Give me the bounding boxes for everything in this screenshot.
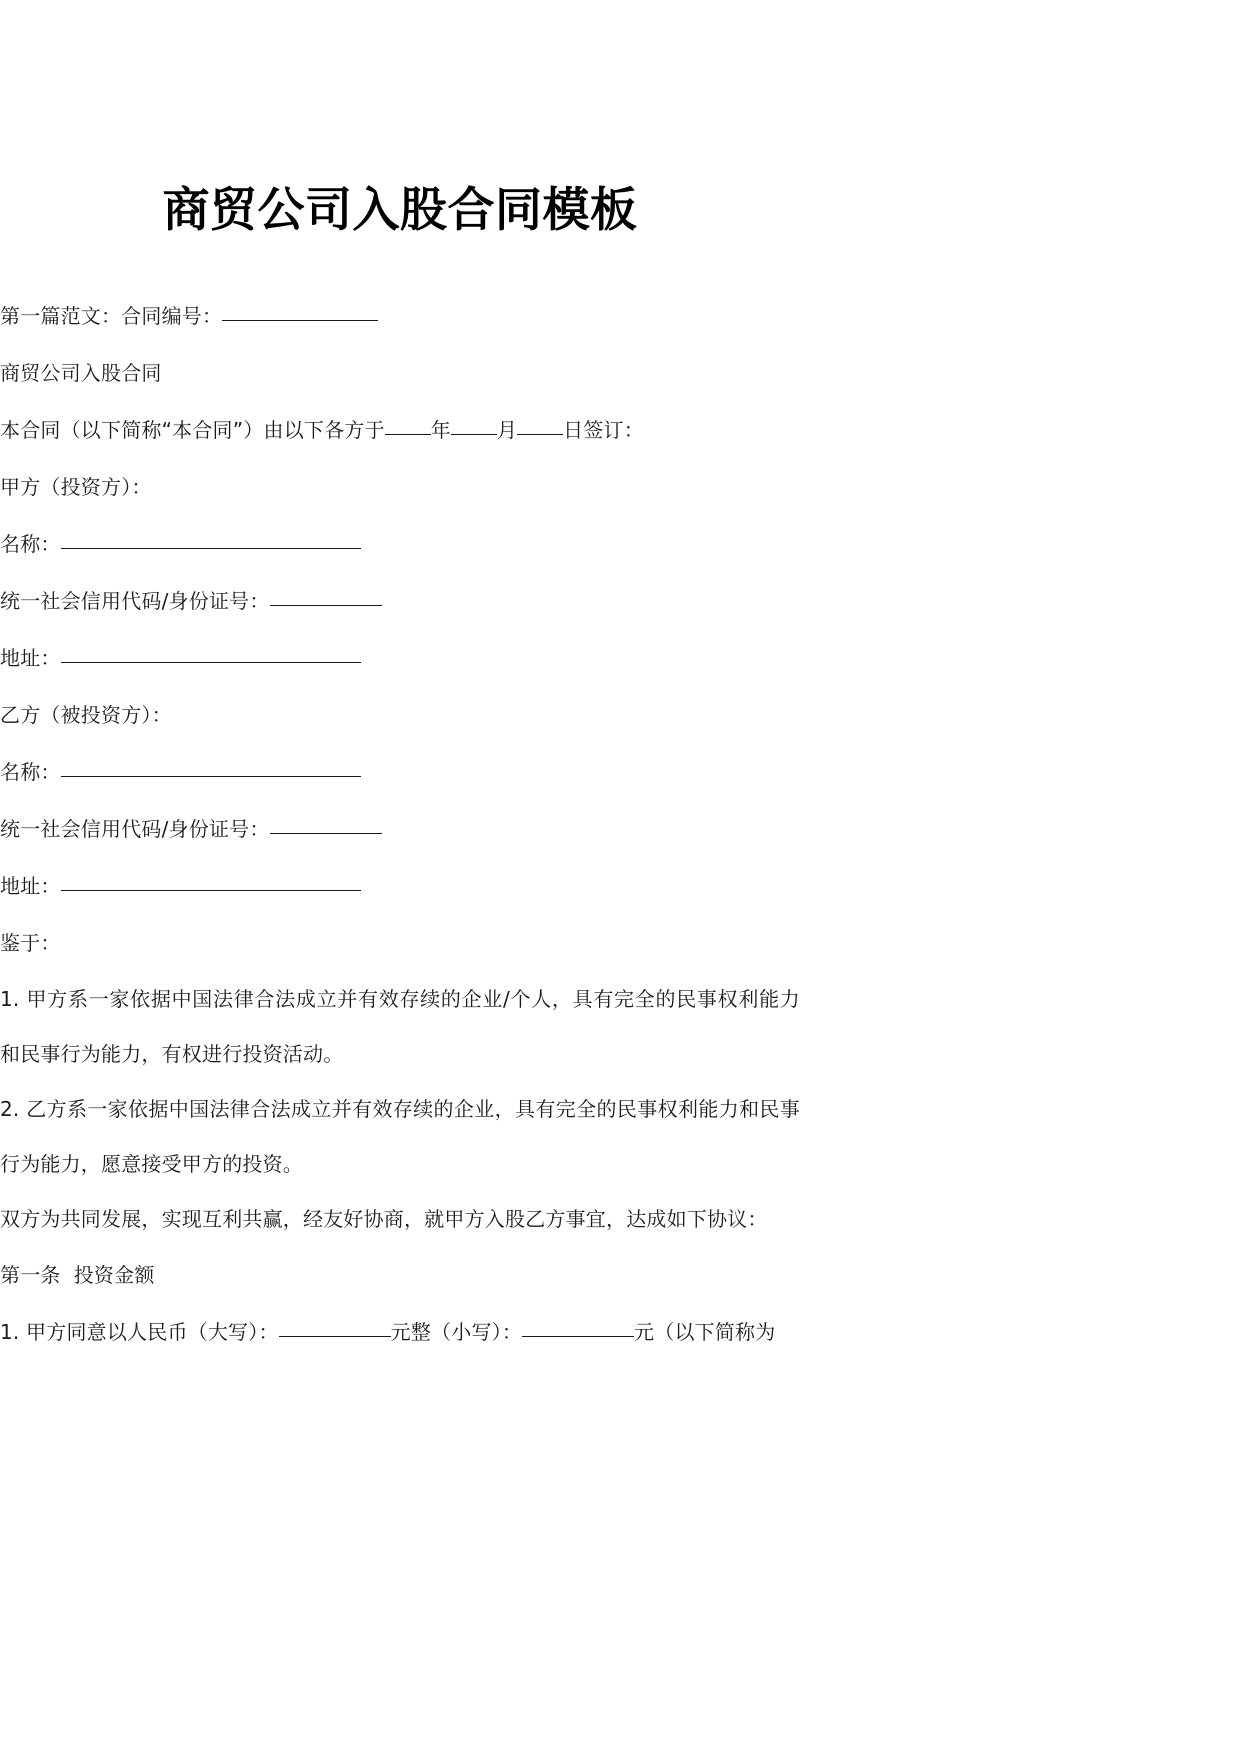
party-a-credit-code-blank[interactable] bbox=[270, 605, 382, 606]
party-b-name-label: 名称： bbox=[0, 760, 61, 784]
party-a-address-label: 地址： bbox=[0, 646, 61, 670]
paragraph-party-a-credit-code bbox=[0, 573, 800, 630]
paragraph-whereas-item-2: 2. 乙方系一家依据中国法律合法成立并有效存续的企业，具有完全的民事权利能力和民事行为能力，愿意接受甲方的投资。 bbox=[0, 1097, 800, 1176]
page-title: 商贸公司入股合同模板 bbox=[162, 183, 638, 238]
party-a-name-label: 名称： bbox=[0, 532, 61, 556]
party-b-credit-code-blank[interactable] bbox=[270, 833, 382, 834]
paragraph-party-b-address bbox=[0, 858, 800, 915]
article-1-item-1-prefix: 1. 甲方同意以人民币（大写）： bbox=[0, 1320, 279, 1344]
party-b-credit-code-label: 统一社会信用代码/身份证号： bbox=[0, 817, 270, 841]
document-body bbox=[0, 288, 800, 1361]
contract-number-label: 第一篇范文：合同编号： bbox=[0, 304, 223, 328]
paragraph-whereas-heading bbox=[0, 915, 800, 972]
signing-day-blank[interactable] bbox=[517, 434, 563, 435]
party-b-address-blank[interactable] bbox=[61, 890, 361, 891]
signing-month-blank[interactable] bbox=[451, 434, 497, 435]
paragraph-agreement-intro: 双方为共同发展，实现互利共赢，经友好协商，就甲方入股乙方事宜，达成如下协议： bbox=[0, 1207, 768, 1231]
contract-number-blank[interactable] bbox=[222, 320, 378, 321]
investment-amount-figures-blank[interactable] bbox=[522, 1336, 634, 1337]
paragraph-signing-date bbox=[0, 402, 800, 459]
paragraph-party-b-heading bbox=[0, 687, 800, 744]
paragraph-party-b-credit-code bbox=[0, 801, 800, 858]
investment-amount-words-blank[interactable] bbox=[279, 1336, 391, 1337]
party-a-heading-text: 甲方（投资方）： bbox=[0, 475, 152, 499]
paragraph-whereas-item-1: 1. 甲方系一家依据中国法律合法成立并有效存续的企业/个人，具有完全的民事权利能力和民事行为能力，有权进行投资活动。 bbox=[0, 987, 800, 1066]
paragraph-article-1-heading: 第一条 投资金额 bbox=[0, 1263, 155, 1287]
paragraph-party-a-name bbox=[0, 516, 800, 573]
party-a-address-blank[interactable] bbox=[61, 662, 361, 663]
paragraph-contract-number bbox=[0, 288, 800, 345]
party-a-credit-code-label: 统一社会信用代码/身份证号： bbox=[0, 589, 270, 613]
party-b-address-label: 地址： bbox=[0, 874, 61, 898]
paragraph-party-b-name bbox=[0, 744, 800, 801]
party-b-heading-text: 乙方（被投资方）： bbox=[0, 703, 172, 727]
signing-year-label: 年 bbox=[430, 418, 451, 442]
paragraph-party-a-address bbox=[0, 630, 800, 687]
paragraph-article-1-item-1 bbox=[0, 1304, 800, 1361]
article-1-item-1-middle: 元整（小写）： bbox=[390, 1320, 523, 1344]
party-b-name-blank[interactable] bbox=[61, 776, 361, 777]
signing-day-label: 日签订： bbox=[563, 418, 644, 442]
paragraph-party-a-heading bbox=[0, 459, 800, 516]
whereas-heading-text: 鉴于： bbox=[0, 931, 61, 955]
party-a-name-blank[interactable] bbox=[61, 548, 361, 549]
article-1-item-1-suffix: 元（以下简称为 bbox=[634, 1320, 776, 1344]
paragraph-contract-name bbox=[0, 345, 800, 402]
signing-year-blank[interactable] bbox=[385, 434, 431, 435]
contract-name-text: 商贸公司入股合同 bbox=[0, 361, 162, 385]
signing-month-label: 月 bbox=[496, 418, 518, 442]
signing-date-prefix: 本合同（以下简称“本合同”）由以下各方于 bbox=[0, 418, 385, 442]
